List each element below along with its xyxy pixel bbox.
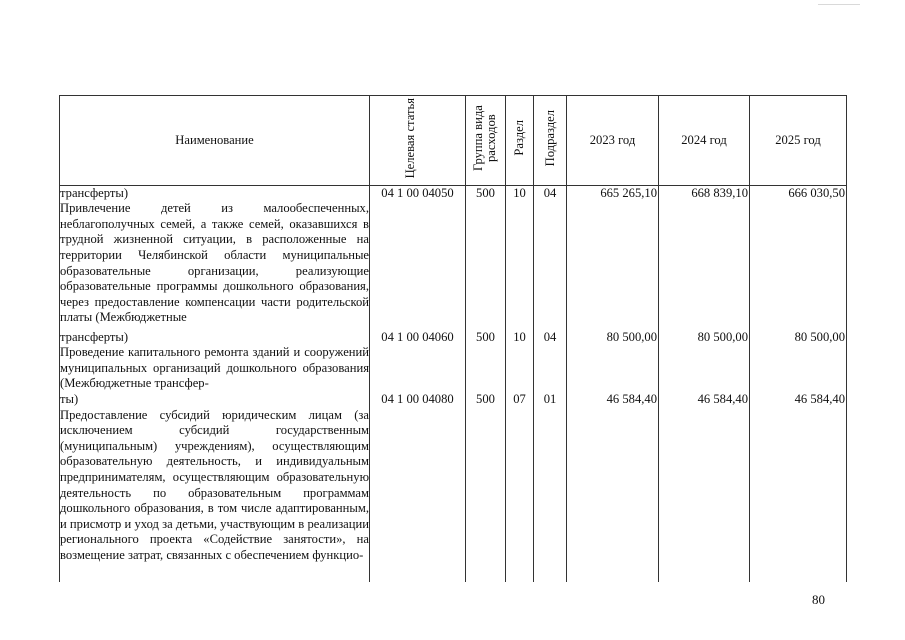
row-1-2023: 665 265,10 (567, 185, 659, 330)
row-1-name (60, 185, 370, 330)
row-2-2024: 80 500,00 (659, 330, 750, 392)
header-group (466, 96, 506, 186)
header-group-label: Группа вида расходов (470, 105, 498, 171)
row-1-2024: 668 839,10 (659, 185, 750, 330)
row-3-2025: 46 584,40 (750, 392, 847, 582)
row-2-2023: 80 500,00 (567, 330, 659, 392)
header-2025: 2025 год (750, 96, 847, 186)
header-target (370, 96, 466, 186)
row-3-name-text: Предоставление субсидий юридическим лицам (за исключением субсидий государственным (муниципальным) учреждениям), осуществляющим образовательную деятельность, и индивидуальным предпринимателям, осуществляющим образовательную деятельность по образовательным программам дошкольного образования, в том числе адаптированным, и присмотр и уход за детьми, участвующим в реализации регионального проекта «Содействие занятости», на возмещение затрат, связанных с обеспечением функцио- (60, 407, 369, 562)
row-3-name-tail: ты) (60, 391, 79, 406)
table-row (60, 330, 847, 392)
row-2-target: 04 1 00 04060 (370, 330, 466, 392)
row-1-name-tail: трансферты) (60, 185, 129, 200)
row-1-subsection: 04 (534, 185, 567, 330)
header-subsection (534, 96, 567, 186)
budget-table (59, 95, 847, 582)
row-1-group: 500 (466, 185, 506, 330)
row-3-name (60, 392, 370, 582)
row-2-name-text: Проведение капитального ремонта зданий и сооружений муниципальных организаций дошкольного образования (Межбюджетные трансфер- (60, 345, 369, 391)
scan-mark (818, 4, 860, 5)
table-header-row (60, 96, 847, 186)
row-2-name (60, 330, 370, 392)
header-2024: 2024 год (659, 96, 750, 186)
row-2-2025: 80 500,00 (750, 330, 847, 392)
row-3-2023: 46 584,40 (567, 392, 659, 582)
row-2-group: 500 (466, 330, 506, 392)
header-target-label: Целевая статья (402, 97, 417, 179)
row-1-target: 04 1 00 04050 (370, 185, 466, 330)
table-row (60, 185, 847, 330)
row-2-section: 10 (506, 330, 534, 392)
row-3-subsection: 01 (534, 392, 567, 582)
row-3-group: 500 (466, 392, 506, 582)
row-3-2024: 46 584,40 (659, 392, 750, 582)
row-1-2025: 666 030,50 (750, 185, 847, 330)
row-2-name-tail: трансферты) (60, 329, 129, 344)
row-1-section: 10 (506, 185, 534, 330)
row-3-target: 04 1 00 04080 (370, 392, 466, 582)
header-section (506, 96, 534, 186)
table-row (60, 392, 847, 582)
header-subsection-label: Подраздел (542, 109, 557, 167)
row-1-name-text: Привлечение детей из малообеспеченных, неблагополучных семей, а также семей, оказавшихся в трудной жизненной ситуации, в расположенные на территории Челябинской области муниципальные образовательные организации, реализующие образовательные программы дошкольного образования, через предоставление компенсации части родительской платы (Межбюджетные (60, 201, 369, 325)
row-2-subsection: 04 (534, 330, 567, 392)
header-section-label: Раздел (512, 120, 526, 156)
row-3-section: 07 (506, 392, 534, 582)
header-name: Наименование (60, 96, 370, 186)
header-2023: 2023 год (567, 96, 659, 186)
page-number: 80 (812, 592, 825, 607)
